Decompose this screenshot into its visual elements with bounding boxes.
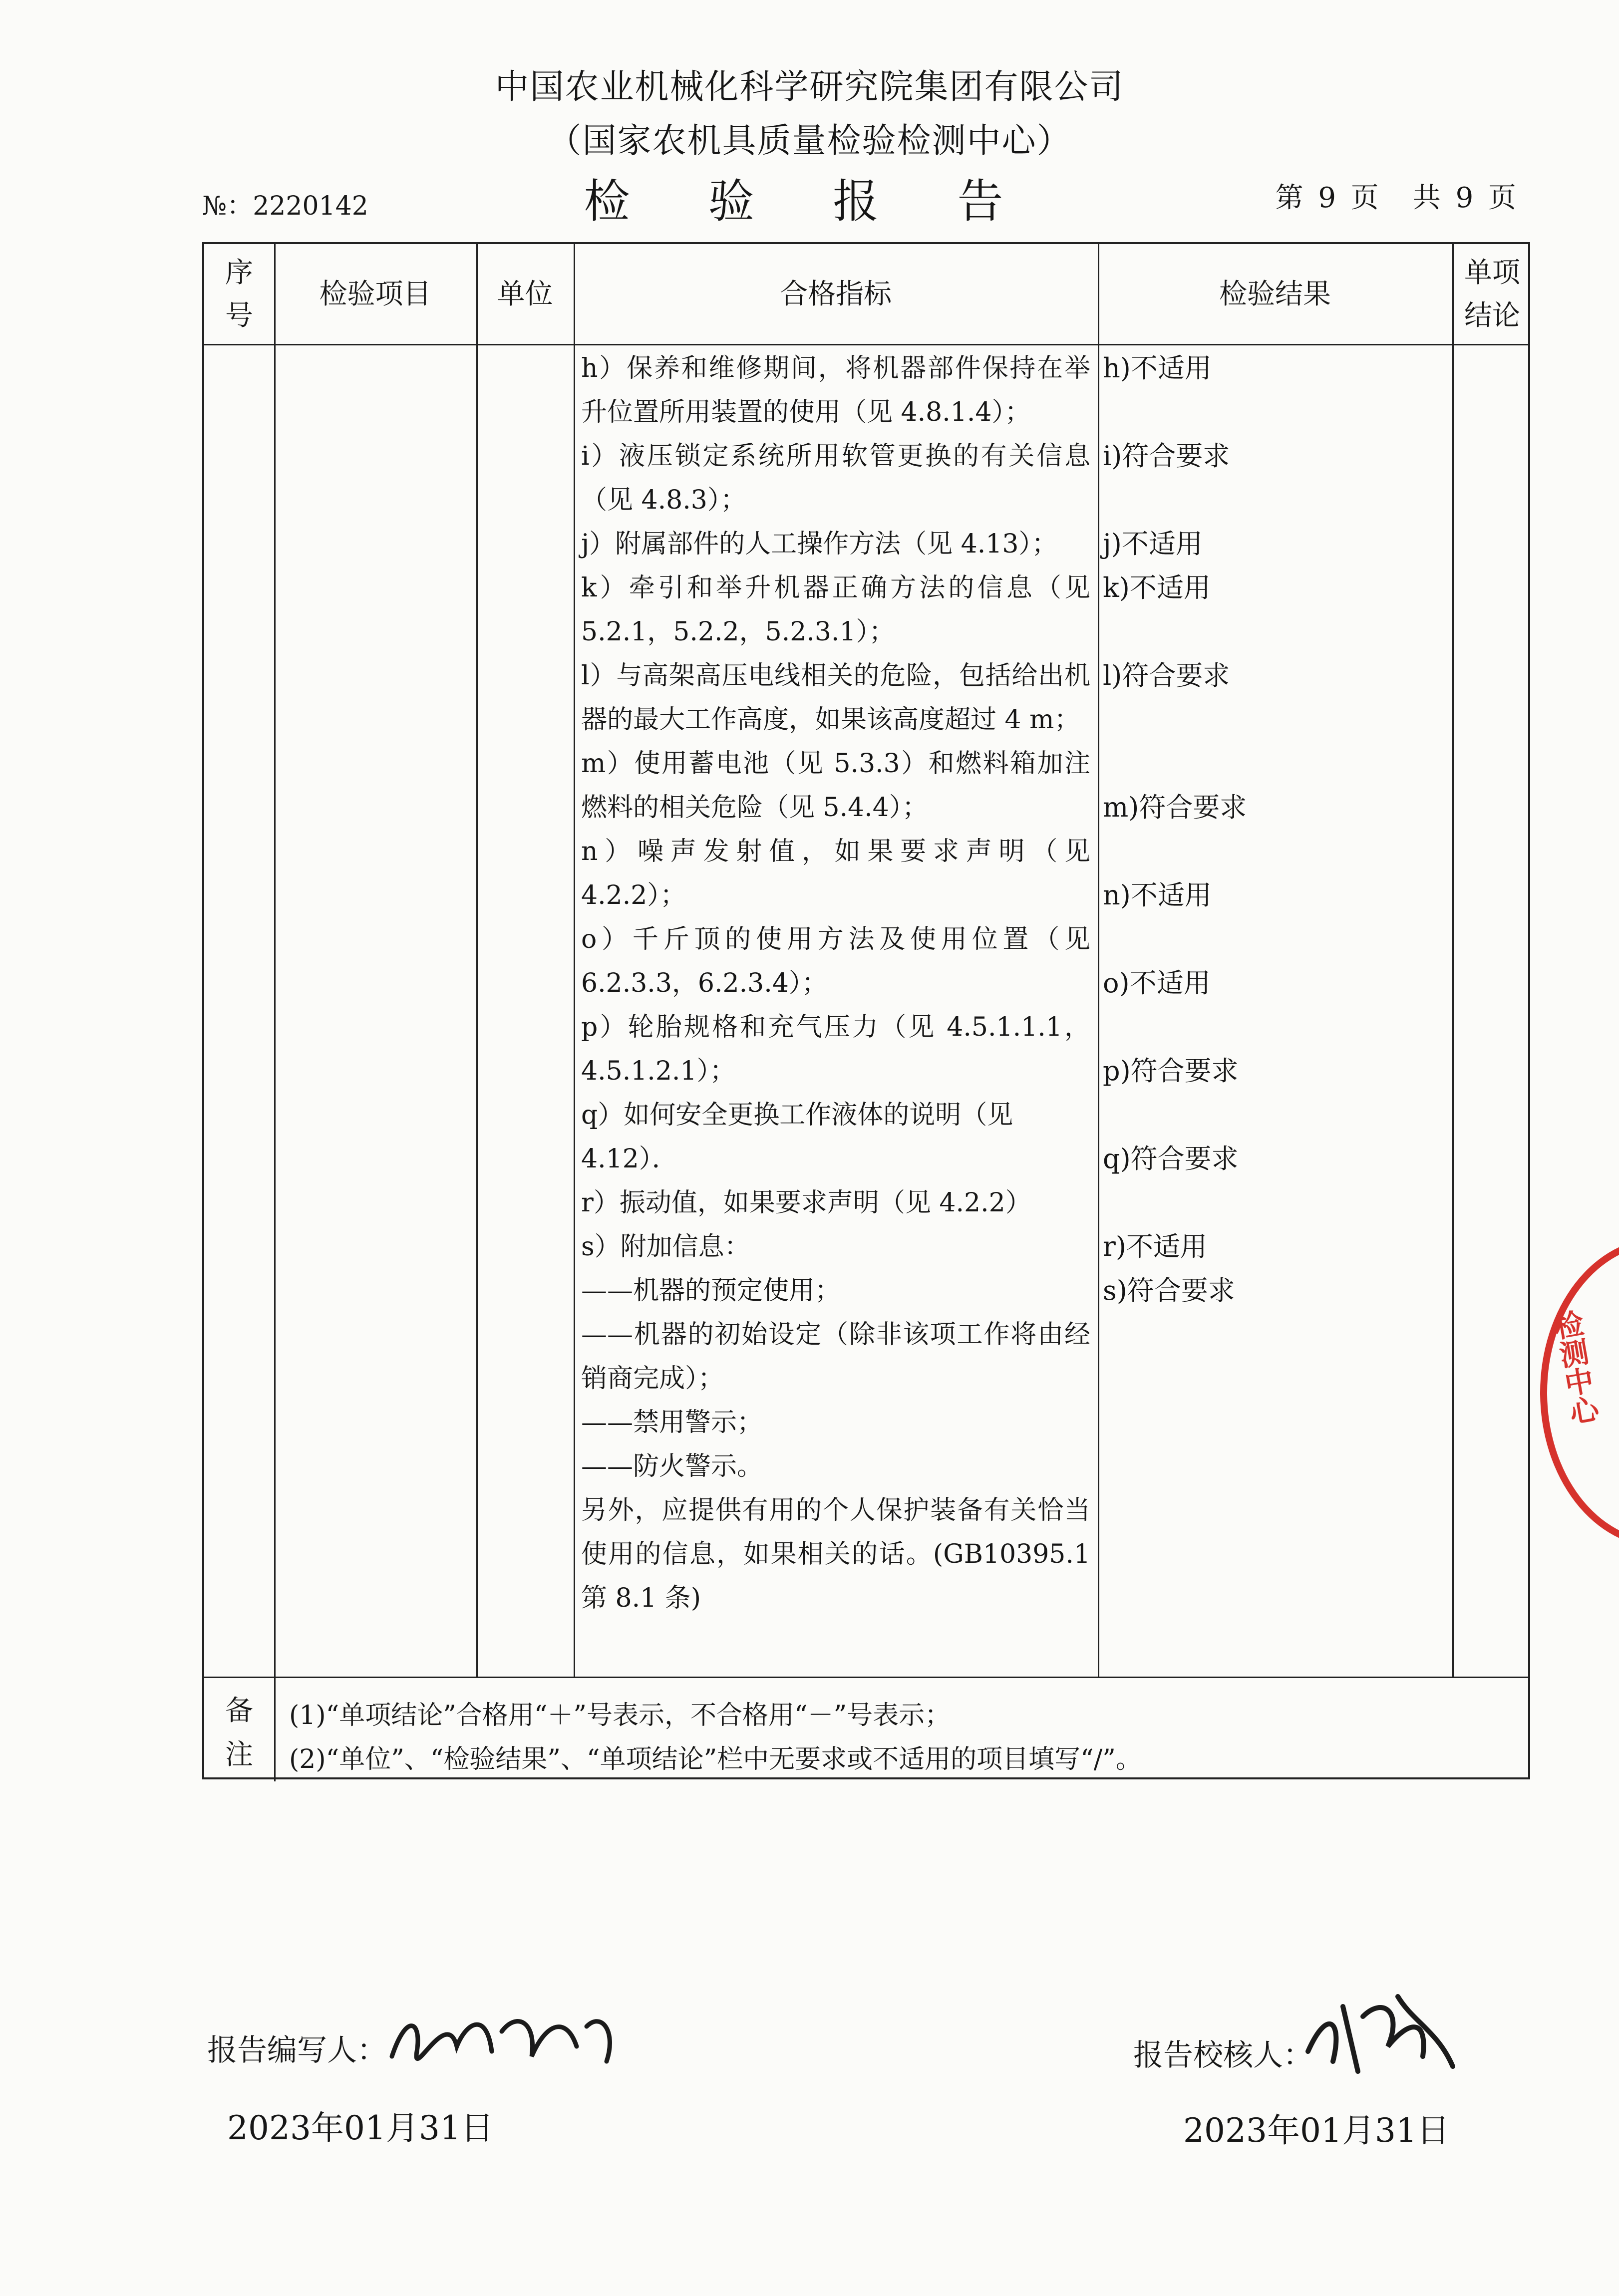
page-info: 第 9 页 共 9 页 <box>1275 182 1519 214</box>
result-q: q)符合要求 <box>1103 1143 1239 1174</box>
reviewer-date: 2023年01月31日 <box>1183 2111 1450 2150</box>
requirement-n: n）噪声发射值，如果要求声明（见 4.2.2）； <box>581 837 1090 910</box>
org-subtitle: （国家农机具质量检验检测中心） <box>547 121 1072 161</box>
col-divider <box>1098 244 1099 1677</box>
result-m: m)符合要求 <box>1103 792 1247 823</box>
header-divider <box>204 344 1528 345</box>
requirement-s: s）附加信息： <box>581 1232 750 1262</box>
col-header-seq: 序号 <box>225 257 253 332</box>
requirement-k: k）牵引和举升机器正确方法的信息（见 5.2.1，5.2.2，5.2.3.1）； <box>581 573 1090 647</box>
col-divider <box>574 244 575 1677</box>
report-number: №：2220142 <box>202 191 368 221</box>
result-n: n)不适用 <box>1103 879 1212 911</box>
result-j: j)不适用 <box>1103 528 1203 560</box>
result-o: o)不适用 <box>1103 967 1211 999</box>
requirement-q: q）如何安全更换工作液体的说明（见 4.12）． <box>581 1100 1013 1174</box>
requirement-s-4: ——防火警示。 <box>581 1451 763 1481</box>
col-header-result: 检验结果 <box>1219 278 1331 310</box>
col-divider <box>476 244 478 1677</box>
col-header-unit: 单位 <box>497 278 553 310</box>
result-l: l)符合要求 <box>1103 660 1230 691</box>
requirement-l: l）与高架高压电线相关的危险，包括给出机器的最大工作高度，如果该高度超过 4 m； <box>581 661 1090 735</box>
requirement-s-3: ——禁用警示； <box>581 1408 763 1437</box>
inspection-table <box>202 242 1530 1779</box>
result-i: i)符合要求 <box>1103 440 1230 472</box>
stamp-text: 检测中心 <box>1547 1307 1601 1428</box>
notes-col-divider <box>274 1677 276 1781</box>
col-header-requirement: 合格指标 <box>780 278 892 310</box>
col-divider <box>1452 244 1454 1677</box>
col-header-item: 检验项目 <box>319 278 431 310</box>
requirement-s-1: ——机器的预定使用； <box>581 1276 841 1306</box>
requirement-extra: 另外，应提供有用的个人保护装备有关恰当使用的信息，如果相关的话。(GB10395.1 第 8.1 条) <box>581 1495 1090 1613</box>
note-line-2: (2)“单位”、“检验结果”、“单项结论”栏中无要求或不适用的项目填写“/”。 <box>289 1744 1142 1774</box>
official-stamp <box>1540 1238 1619 1547</box>
requirement-m: m）使用蓄电池（见 5.3.3）和燃料箱加注燃料的相关危险（见 5.4.4）； <box>581 749 1090 823</box>
requirement-h: h）保养和维修期间，将机器部件保持在举升位置所用装置的使用（见 4.8.1.4）； <box>581 353 1090 427</box>
result-s: s)符合要求 <box>1103 1275 1235 1306</box>
col-header-conclusion: 单项结论 <box>1464 257 1520 332</box>
requirement-j: j）附属部件的人工操作方法（见 4.13）； <box>581 529 1058 559</box>
result-h: h)不适用 <box>1103 352 1212 384</box>
requirement-p: p）轮胎规格和充气压力（见 4.5.1.1.1，4.5.1.2.1）； <box>581 1012 1090 1086</box>
result-p: p)符合要求 <box>1103 1055 1239 1087</box>
writer-label: 报告编写人： <box>207 2033 387 2068</box>
requirement-i: i）液压锁定系统所用软管更换的有关信息（见 4.8.3）； <box>581 441 1090 515</box>
notes-divider <box>204 1677 1528 1678</box>
reviewer-label: 报告校核人： <box>1133 2038 1313 2073</box>
report-title: 检 验 报 告 <box>584 175 1035 228</box>
requirement-s-2: ——机器的初始设定（除非该项工作将由经销商完成）； <box>581 1320 1090 1394</box>
requirement-o: o）千斤顶的使用方法及使用位置（见 6.2.3.3，6.2.3.4）； <box>581 924 1090 998</box>
notes-label: 备注 <box>225 1695 253 1771</box>
result-k: k)不适用 <box>1103 572 1211 603</box>
reviewer-signature <box>1298 1977 1463 2086</box>
writer-signature <box>387 1992 627 2081</box>
requirement-list <box>581 346 1090 1620</box>
col-divider <box>274 244 276 1677</box>
note-line-1: (1)“单项结论”合格用“＋”号表示，不合格用“－”号表示； <box>289 1701 951 1730</box>
writer-date: 2023年01月31日 <box>227 2109 494 2147</box>
org-name: 中国农业机械化科学研究院集团有限公司 <box>495 67 1124 107</box>
result-r: r)不适用 <box>1103 1231 1207 1262</box>
requirement-r: r）振动值，如果要求声明（见 4.2.2） <box>581 1188 1031 1218</box>
